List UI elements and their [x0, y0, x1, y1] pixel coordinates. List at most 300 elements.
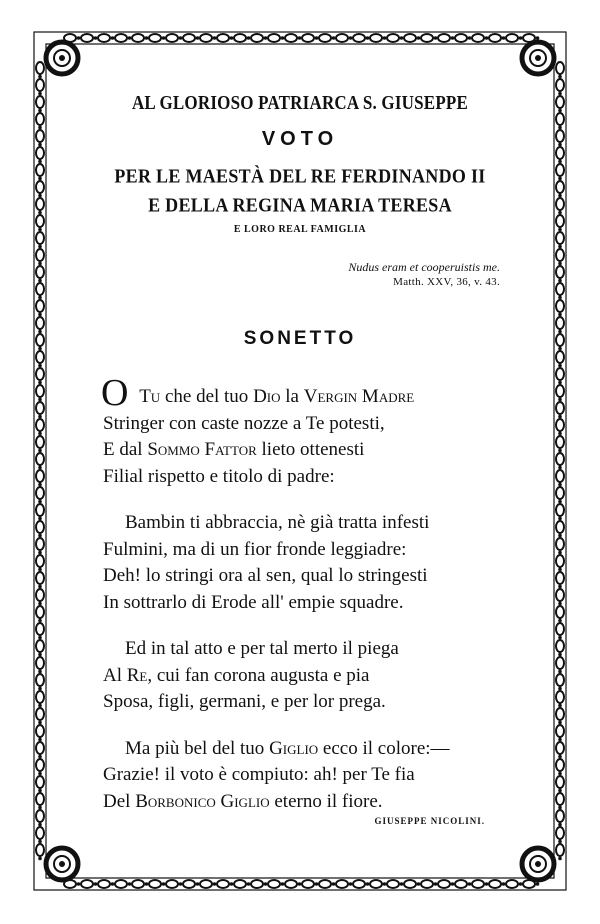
- border-link: [556, 215, 564, 227]
- border-dot: [38, 500, 42, 504]
- border-link: [36, 708, 44, 720]
- border-dot: [38, 75, 42, 79]
- border-dot: [281, 36, 285, 40]
- border-link: [556, 419, 564, 431]
- border-link: [506, 34, 518, 42]
- border-dot: [558, 806, 562, 810]
- border-link: [36, 742, 44, 754]
- border-link: [36, 453, 44, 465]
- verse-text: Grazie! il voto è compiuto: ah! per Te fia: [103, 764, 415, 785]
- border-link: [36, 470, 44, 482]
- border-dot: [558, 755, 562, 759]
- border-link: [556, 79, 564, 91]
- border-link: [556, 538, 564, 550]
- border-dot: [558, 364, 562, 368]
- border-dot: [332, 36, 336, 40]
- border-dot: [485, 36, 489, 40]
- border-dot: [38, 789, 42, 793]
- border-dot: [162, 882, 166, 886]
- border-dot: [179, 882, 183, 886]
- border-dot: [558, 857, 562, 861]
- border-link: [251, 880, 263, 888]
- border-link: [200, 880, 212, 888]
- border-dot: [558, 517, 562, 521]
- verse-text: E dal: [103, 439, 148, 460]
- subtitle-line-3: E LORO REAL FAMIGLIA: [233, 224, 367, 235]
- border-dot: [38, 585, 42, 589]
- small-caps-text: Borbonico Giglio: [135, 790, 270, 812]
- verse-text: Sposa, figli, germani, e per lor prega.: [103, 691, 386, 712]
- border-link: [556, 198, 564, 210]
- stanza: [101, 372, 523, 490]
- border-link: [234, 34, 246, 42]
- verse-text: eterno il fiore.: [269, 790, 383, 812]
- border-link: [36, 317, 44, 329]
- border-link: [319, 34, 331, 42]
- border-link: [302, 34, 314, 42]
- border-link: [36, 725, 44, 737]
- small-caps-text: Sommo Fattor: [147, 439, 257, 460]
- border-link: [81, 880, 93, 888]
- border-dot: [38, 857, 42, 861]
- verse-line: [103, 510, 523, 537]
- border-dot: [558, 772, 562, 776]
- drop-cap: O: [101, 372, 129, 414]
- border-link: [556, 776, 564, 788]
- border-link: [353, 880, 365, 888]
- border-dot: [111, 36, 115, 40]
- border-link: [149, 880, 161, 888]
- border-dot: [434, 882, 438, 886]
- border-dot: [558, 92, 562, 96]
- border-dot: [434, 36, 438, 40]
- border-dot: [558, 704, 562, 708]
- border-dot: [558, 500, 562, 504]
- border-dot: [38, 313, 42, 317]
- border-dot: [558, 177, 562, 181]
- border-dot: [558, 228, 562, 232]
- border-dot: [196, 36, 200, 40]
- border-dot: [38, 534, 42, 538]
- border-link: [336, 34, 348, 42]
- border-dot: [38, 551, 42, 555]
- border-link: [556, 266, 564, 278]
- border-link: [251, 34, 263, 42]
- border-dot: [264, 36, 268, 40]
- stanza: [103, 636, 523, 716]
- border-dot: [247, 36, 251, 40]
- border-link: [455, 880, 467, 888]
- verse-text: la: [280, 386, 304, 407]
- border-link: [556, 674, 564, 686]
- border-dot: [38, 602, 42, 606]
- border-dot: [558, 687, 562, 691]
- border-link: [36, 776, 44, 788]
- border-link: [36, 249, 44, 261]
- border-link: [556, 249, 564, 261]
- border-link: [98, 34, 110, 42]
- border-link: [36, 198, 44, 210]
- border-link: [556, 810, 564, 822]
- border-dot: [558, 534, 562, 538]
- border-link: [556, 283, 564, 295]
- border-link: [556, 62, 564, 74]
- section-title: SONETTO: [243, 328, 357, 349]
- border-link: [36, 606, 44, 618]
- border-link: [556, 572, 564, 584]
- verse-text: Stringer con caste nozze a Te potesti,: [103, 412, 385, 434]
- verse-line: [101, 372, 523, 414]
- border-link: [556, 368, 564, 380]
- border-dot: [558, 738, 562, 742]
- document-title: VOTO: [261, 128, 339, 150]
- border-link: [556, 147, 564, 159]
- border-dot: [38, 568, 42, 572]
- border-dot: [558, 75, 562, 79]
- border-link: [36, 300, 44, 312]
- border-link: [36, 96, 44, 108]
- border-link: [556, 232, 564, 244]
- border-dot: [38, 772, 42, 776]
- corner-rosette-center: [59, 861, 65, 867]
- border-link: [36, 640, 44, 652]
- border-dot: [383, 882, 387, 886]
- border-dot: [38, 262, 42, 266]
- border-dot: [558, 585, 562, 589]
- border-link: [36, 385, 44, 397]
- border-link: [36, 521, 44, 533]
- border-dot: [38, 670, 42, 674]
- border-link: [556, 640, 564, 652]
- border-link: [36, 674, 44, 686]
- border-dot: [558, 602, 562, 606]
- border-link: [36, 368, 44, 380]
- verse-text: In sottrarlo di Erode all' empie squadre.: [103, 591, 404, 613]
- border-link: [556, 487, 564, 499]
- border-dot: [230, 882, 234, 886]
- border-dot: [558, 568, 562, 572]
- border-link: [36, 572, 44, 584]
- border-link: [268, 880, 280, 888]
- verse-text: Fulmini, ma di un fior fronde leggiadre:: [103, 538, 407, 560]
- border-dot: [558, 279, 562, 283]
- verse-line: [103, 789, 523, 816]
- border-dot: [558, 483, 562, 487]
- dedication-heading: AL GLORIOSO PATRIARCA S. GIUSEPPE: [131, 91, 469, 114]
- verse-line: [103, 762, 523, 789]
- border-dot: [536, 36, 540, 40]
- border-link: [404, 880, 416, 888]
- border-dot: [451, 36, 455, 40]
- border-link: [353, 34, 365, 42]
- border-dot: [196, 882, 200, 886]
- border-link: [556, 453, 564, 465]
- border-link: [438, 34, 450, 42]
- border-dot: [298, 882, 302, 886]
- border-dot: [400, 36, 404, 40]
- border-dot: [536, 882, 540, 886]
- border-link: [556, 317, 564, 329]
- border-link: [36, 164, 44, 176]
- verse-text: Bambin ti abbraccia, nè già tratta infesti: [125, 512, 430, 533]
- epigraph: [348, 260, 500, 290]
- border-link: [556, 504, 564, 516]
- border-link: [36, 538, 44, 550]
- border-dot: [383, 36, 387, 40]
- border-link: [36, 181, 44, 193]
- border-link: [115, 880, 127, 888]
- border-dot: [38, 653, 42, 657]
- verse-line: [103, 537, 523, 564]
- verse-line: [103, 437, 523, 464]
- border-link: [370, 34, 382, 42]
- border-link: [36, 419, 44, 431]
- verse-line: [103, 411, 523, 438]
- border-dot: [38, 194, 42, 198]
- border-dot: [558, 262, 562, 266]
- border-dot: [145, 36, 149, 40]
- border-link: [421, 34, 433, 42]
- border-link: [132, 34, 144, 42]
- border-dot: [38, 109, 42, 113]
- border-dot: [94, 36, 98, 40]
- border-dot: [558, 449, 562, 453]
- border-dot: [38, 279, 42, 283]
- border-link: [36, 62, 44, 74]
- border-link: [556, 351, 564, 363]
- border-dot: [38, 721, 42, 725]
- border-link: [36, 266, 44, 278]
- verse-text: Ma più bel del tuo: [125, 737, 270, 759]
- small-caps-text: Re: [126, 664, 148, 686]
- border-link: [183, 34, 195, 42]
- border-link: [455, 34, 467, 42]
- border-link: [36, 810, 44, 822]
- border-link: [556, 555, 564, 567]
- border-link: [387, 34, 399, 42]
- verse-line: [103, 464, 523, 491]
- border-dot: [38, 415, 42, 419]
- border-link: [556, 844, 564, 856]
- border-link: [36, 759, 44, 771]
- border-dot: [77, 36, 81, 40]
- verse-line: [103, 563, 523, 590]
- epigraph-quote: Nudus eram et cooperuistis me.: [348, 260, 500, 274]
- border-dot: [349, 882, 353, 886]
- border-link: [36, 657, 44, 669]
- border-link: [36, 555, 44, 567]
- border-link: [556, 725, 564, 737]
- border-link: [506, 880, 518, 888]
- border-link: [556, 623, 564, 635]
- border-link: [36, 113, 44, 125]
- border-dot: [315, 36, 319, 40]
- border-link: [556, 402, 564, 414]
- border-dot: [179, 36, 183, 40]
- border-link: [115, 34, 127, 42]
- border-dot: [38, 364, 42, 368]
- verse-text: Al: [103, 664, 127, 686]
- subtitle-line-2: E DELLA REGINA MARIA TERESA: [148, 193, 452, 217]
- border-link: [438, 880, 450, 888]
- verse-text: Deh! lo stringi ora al sen, qual lo stringesti: [103, 565, 428, 586]
- border-dot: [558, 347, 562, 351]
- border-dot: [558, 398, 562, 402]
- border-dot: [315, 882, 319, 886]
- border-dot: [558, 789, 562, 793]
- border-dot: [558, 619, 562, 623]
- border-dot: [38, 704, 42, 708]
- border-link: [556, 334, 564, 346]
- border-link: [489, 880, 501, 888]
- border-link: [472, 880, 484, 888]
- border-link: [36, 623, 44, 635]
- border-link: [36, 334, 44, 346]
- verse-text: Filial rispetto e titolo di padre:: [103, 465, 335, 487]
- border-dot: [558, 211, 562, 215]
- border-link: [36, 436, 44, 448]
- border-link: [556, 657, 564, 669]
- border-dot: [38, 245, 42, 249]
- border-link: [556, 521, 564, 533]
- sonnet-body: [101, 372, 523, 835]
- border-dot: [451, 882, 455, 886]
- border-link: [556, 691, 564, 703]
- border-dot: [558, 126, 562, 130]
- border-dot: [558, 721, 562, 725]
- border-link: [98, 880, 110, 888]
- verse-line: [103, 636, 523, 663]
- border-dot: [558, 194, 562, 198]
- border-link: [36, 793, 44, 805]
- border-dot: [349, 36, 353, 40]
- border-dot: [38, 636, 42, 640]
- border-link: [166, 880, 178, 888]
- border-link: [319, 880, 331, 888]
- border-link: [556, 181, 564, 193]
- border-link: [556, 708, 564, 720]
- border-dot: [558, 551, 562, 555]
- border-dot: [558, 381, 562, 385]
- border-link: [36, 402, 44, 414]
- verse-text: , cui fan corona augusta e pia: [147, 664, 370, 686]
- border-link: [556, 589, 564, 601]
- border-dot: [468, 882, 472, 886]
- subtitle-line-1: PER LE MAESTÀ DEL RE FERDINANDO II: [114, 164, 486, 188]
- stanza: [103, 736, 523, 816]
- verse-line: [103, 590, 523, 617]
- border-link: [556, 130, 564, 142]
- border-link: [421, 880, 433, 888]
- border-link: [36, 232, 44, 244]
- border-link: [36, 351, 44, 363]
- border-dot: [38, 126, 42, 130]
- verse-line: [103, 663, 523, 690]
- border-link: [302, 880, 314, 888]
- border-dot: [558, 245, 562, 249]
- border-dot: [558, 653, 562, 657]
- border-link: [36, 691, 44, 703]
- border-link: [404, 34, 416, 42]
- border-dot: [145, 882, 149, 886]
- border-link: [489, 34, 501, 42]
- border-dot: [38, 211, 42, 215]
- border-dot: [94, 882, 98, 886]
- border-link: [556, 436, 564, 448]
- border-dot: [77, 882, 81, 886]
- border-link: [217, 880, 229, 888]
- border-link: [200, 34, 212, 42]
- stanza: [103, 510, 523, 616]
- border-dot: [281, 882, 285, 886]
- border-link: [556, 793, 564, 805]
- border-link: [370, 880, 382, 888]
- border-link: [36, 79, 44, 91]
- border-dot: [38, 398, 42, 402]
- border-link: [285, 34, 297, 42]
- border-dot: [38, 823, 42, 827]
- border-link: [556, 470, 564, 482]
- verse-line: [103, 736, 523, 763]
- border-dot: [558, 823, 562, 827]
- border-link: [268, 34, 280, 42]
- border-dot: [38, 517, 42, 521]
- border-dot: [558, 415, 562, 419]
- border-link: [336, 880, 348, 888]
- border-link: [36, 844, 44, 856]
- border-link: [36, 504, 44, 516]
- border-dot: [400, 882, 404, 886]
- border-dot: [558, 840, 562, 844]
- border-dot: [502, 36, 506, 40]
- page-content: [60, 78, 540, 858]
- epigraph-reference: Matth. XXV, 36, v. 43.: [393, 276, 500, 288]
- verse-line: [103, 689, 523, 716]
- border-link: [149, 34, 161, 42]
- border-link: [36, 589, 44, 601]
- border-dot: [38, 177, 42, 181]
- corner-rosette-center: [59, 55, 65, 61]
- small-caps-text: Tu: [139, 386, 161, 407]
- border-dot: [558, 109, 562, 113]
- border-link: [556, 385, 564, 397]
- border-dot: [558, 466, 562, 470]
- border-link: [36, 827, 44, 839]
- border-dot: [38, 432, 42, 436]
- border-dot: [558, 143, 562, 147]
- border-dot: [558, 636, 562, 640]
- border-link: [556, 742, 564, 754]
- border-dot: [38, 738, 42, 742]
- border-dot: [332, 882, 336, 886]
- border-link: [132, 880, 144, 888]
- border-dot: [213, 882, 217, 886]
- border-dot: [502, 882, 506, 886]
- border-dot: [298, 36, 302, 40]
- border-link: [217, 34, 229, 42]
- border-dot: [247, 882, 251, 886]
- border-dot: [558, 160, 562, 164]
- border-dot: [38, 143, 42, 147]
- border-dot: [38, 296, 42, 300]
- border-dot: [38, 449, 42, 453]
- border-link: [183, 880, 195, 888]
- border-link: [556, 96, 564, 108]
- border-link: [234, 880, 246, 888]
- border-dot: [558, 432, 562, 436]
- border-dot: [468, 36, 472, 40]
- corner-rosette-center: [535, 55, 541, 61]
